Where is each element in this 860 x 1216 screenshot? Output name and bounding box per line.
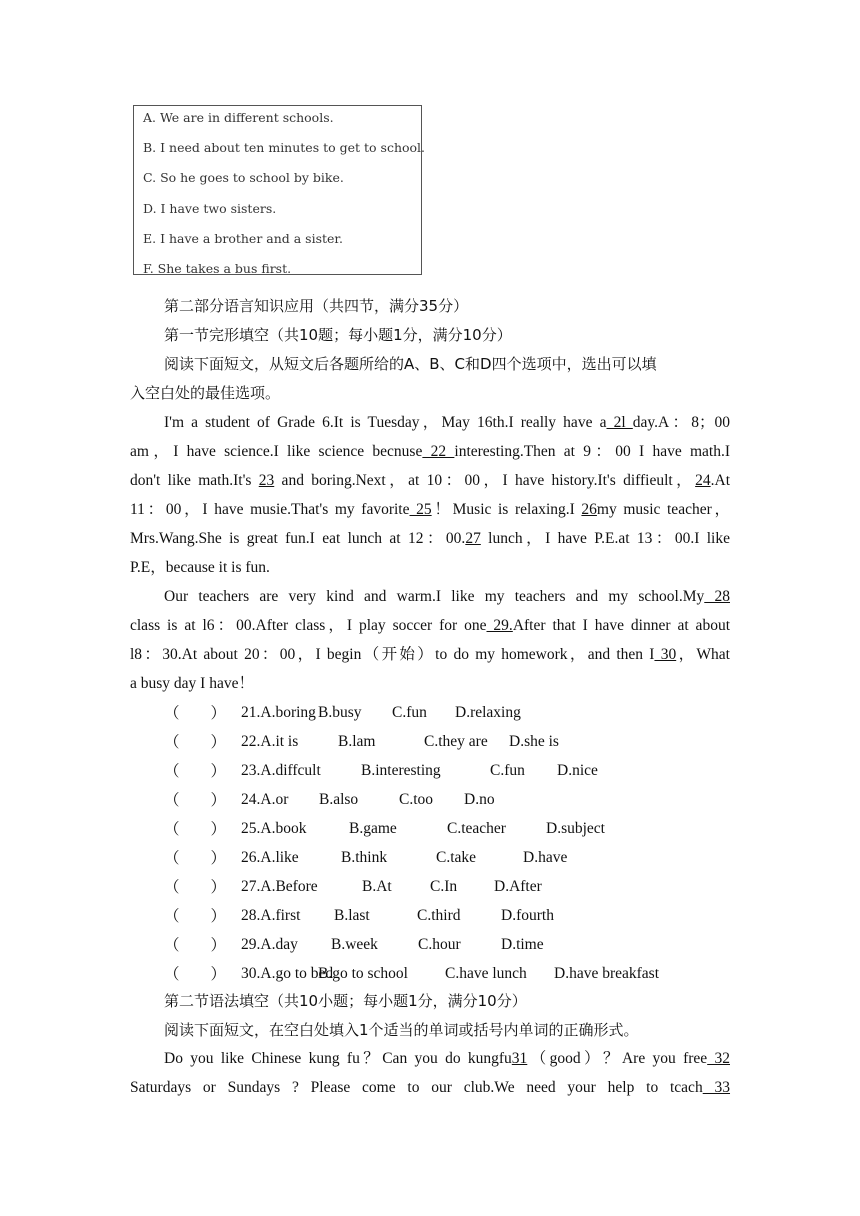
option-c: C.they are — [424, 733, 488, 750]
blank-23: 23 — [258, 472, 275, 489]
answer-paren: （ ） — [164, 791, 227, 809]
option-a: A. We are in different schools. — [143, 110, 334, 125]
passage-line: a busy day I have！ — [130, 675, 254, 692]
option-a: 28.A.first — [241, 907, 301, 924]
section2-title: 第二部分语言知识应用（共四节，满分35分） — [164, 297, 469, 315]
option-c: C.have lunch — [445, 965, 527, 982]
passage-line: 11：00，I have musie.That's my favorite 25！Music is relaxing.I 26my music teacher， — [130, 501, 730, 518]
option-a: 29.A.day — [241, 936, 298, 953]
cloze-title: 第一节完形填空（共10题；每小题1分，满分10分） — [164, 326, 512, 344]
option-a: 27.A.Before — [241, 878, 318, 895]
passage-line: P.E，because it is fun. — [130, 559, 270, 576]
option-a: 30.A.go to bed — [241, 965, 334, 982]
passage-line: I'm a student of Grade 6.It is Tuesday，May 16th.I really have a 2l day.A：8；00 — [164, 414, 731, 431]
option-a: 24.A.or — [241, 791, 289, 808]
option-d: D.she is — [509, 733, 559, 750]
option-c: C.hour — [418, 936, 461, 953]
option-b: B.also — [319, 791, 359, 808]
passage-line: don't like math.It's 23 and boring.Next，at 10：00，I have history.It's diffieult，24.At — [130, 472, 730, 489]
blank-25: 25 — [409, 501, 432, 518]
option-c: C.too — [399, 791, 434, 808]
passage-line: l8：30.At about 20：00，I begin（开始）to do my homework，and then I 30，What — [130, 646, 730, 663]
blank-29: 29. — [486, 617, 513, 634]
option-b: B.think — [341, 849, 388, 866]
blank-28: 28 — [704, 588, 730, 605]
option-d: D. I have two sisters. — [143, 201, 277, 216]
option-a: 23.A.diffcult — [241, 762, 321, 779]
option-c: C.take — [436, 849, 477, 866]
option-b: B.last — [334, 907, 370, 924]
grammar-title: 第二节语法填空（共10小题；每小题1分，满分10分） — [164, 992, 527, 1010]
option-c: C.In — [430, 878, 458, 895]
answer-paren: （ ） — [164, 762, 227, 780]
answer-paren: （ ） — [164, 965, 227, 983]
option-d: D.no — [464, 791, 495, 808]
answer-paren: （ ） — [164, 936, 227, 954]
grammar-line: Do you like Chinese kung fu？Can you do kungfu31（good）？Are you free 32 — [164, 1050, 730, 1067]
blank-24: 24 — [695, 472, 711, 489]
option-b: B.game — [349, 820, 397, 837]
cloze-instruction-line2: 入空白处的最佳选项。 — [130, 384, 281, 402]
blank-33: 33 — [702, 1079, 731, 1096]
grammar-line: Saturdays or Sundays ? Please come to our club.We need your help to tcach 33 — [130, 1079, 731, 1096]
option-c: C.teacher — [447, 820, 506, 837]
option-d: D.have breakfast — [554, 965, 660, 982]
grammar-instruction: 阅读下面短文，在空白处填入1个适当的单词或括号内单词的正确形式。 — [164, 1021, 639, 1039]
blank-21: 2l — [606, 414, 633, 431]
option-b: B.go to school — [318, 965, 408, 982]
option-b: B.busy — [318, 704, 362, 721]
option-b: B.week — [331, 936, 378, 953]
option-d: D.fourth — [501, 907, 554, 924]
option-f: F. She takes a bus first. — [143, 261, 292, 276]
option-d: D.subject — [546, 820, 605, 837]
option-a: 26.A.like — [241, 849, 299, 866]
option-b: B.At — [362, 878, 392, 895]
blank-31: 31 — [511, 1050, 528, 1067]
option-d: D.nice — [557, 762, 598, 779]
option-b: B. I need about ten minutes to get to school. — [143, 140, 426, 155]
blank-22: 22 — [422, 443, 455, 460]
option-d: D.relaxing — [455, 704, 521, 721]
blank-30: 30 — [654, 646, 677, 663]
option-a: 22.A.it is — [241, 733, 299, 750]
answer-options-box — [133, 105, 426, 276]
option-d: D.have — [523, 849, 568, 866]
option-b: B.lam — [338, 733, 376, 750]
passage-line: class is at l6：00.After class，I play soccer for one 29.After that I have dinner at about — [130, 617, 730, 634]
answer-paren: （ ） — [164, 820, 227, 838]
option-c: C. So he goes to school by bike. — [143, 170, 344, 185]
answer-paren: （ ） — [164, 849, 227, 867]
passage-line: am，I have science.I like science becnuse 22 interesting.Then at 9：00 I have math.I — [130, 443, 731, 460]
option-c: C.fun — [392, 704, 427, 721]
answer-paren: （ ） — [164, 907, 227, 925]
option-e: E. I have a brother and a sister. — [143, 231, 343, 246]
blank-27: 27 — [465, 530, 481, 547]
passage-line: Mrs.Wang.She is great fun.I eat lunch at 12：00.27 lunch，I have P.E.at 13：00.I like — [130, 530, 730, 547]
option-b: B.interesting — [361, 762, 441, 779]
option-a: 25.A.book — [241, 820, 307, 837]
answer-paren: （ ） — [164, 704, 227, 722]
option-d: D.After — [494, 878, 542, 895]
blank-26: 26 — [581, 501, 597, 518]
option-d: D.time — [501, 936, 544, 953]
option-c: C.third — [417, 907, 461, 924]
option-a: 21.A.boring — [241, 704, 316, 721]
cloze-instruction-line1: 阅读下面短文，从短文后各题所给的A、B、C和D四个选项中，选出可以填 — [164, 355, 657, 373]
answer-paren: （ ） — [164, 733, 227, 751]
blank-32: 32 — [707, 1050, 730, 1067]
option-c: C.fun — [490, 762, 525, 779]
passage-line: Our teachers are very kind and warm.I like my teachers and my school.My 28 — [164, 588, 730, 605]
answer-paren: （ ） — [164, 878, 227, 896]
